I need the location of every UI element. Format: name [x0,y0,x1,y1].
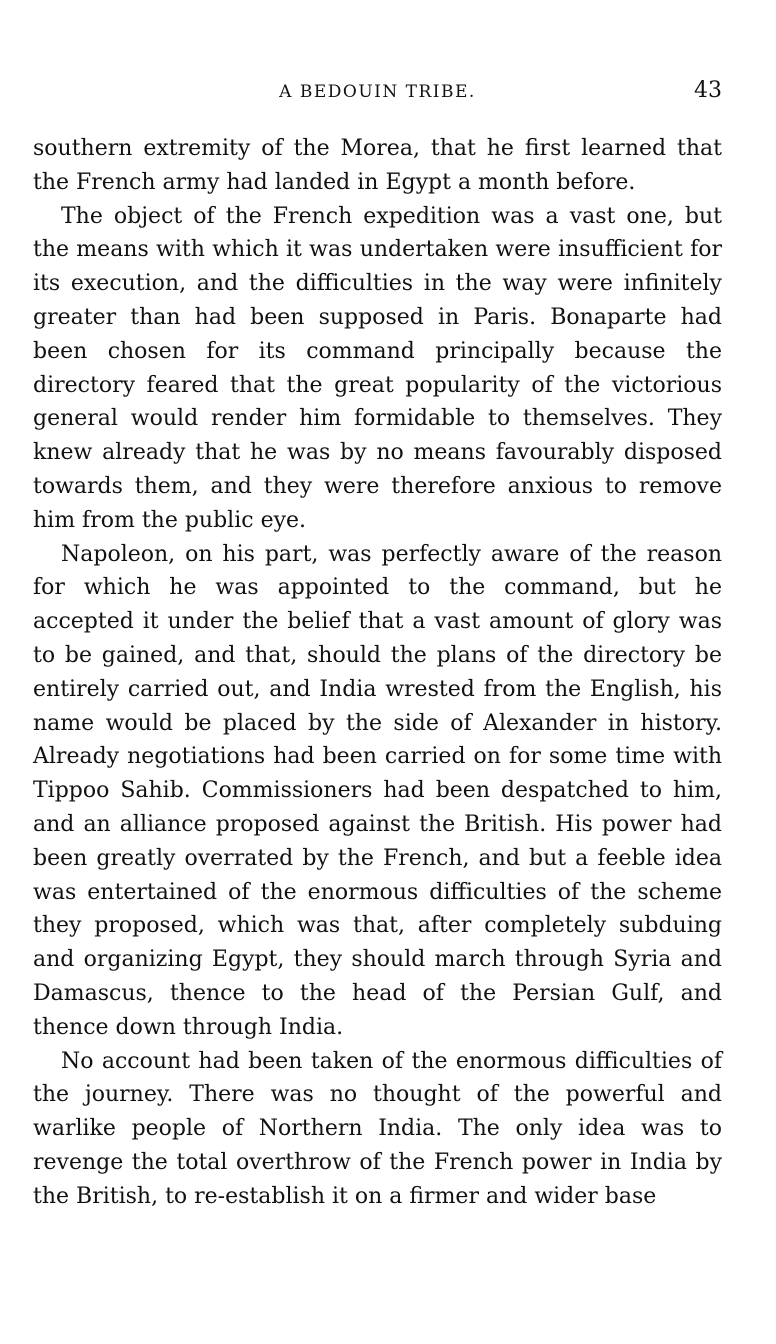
body-text [33,132,722,1214]
page-number: 43 [694,78,722,103]
running-title: A BEDOUIN TRIBE. [279,82,476,102]
paragraph: The object of the French expedition was a vast one, but the means with which it was undertaken were insufficient for its execution, and the difficulties in the way were infinitely greater than had been supposed in Paris. Bonaparte had been chosen for its command principally because the directory feared that the great popularity of the victorious general would render him formidable to themselves. They knew already that he was by no means favourably disposed towards them, and they were therefore anxious to remove him from the public eye. [33,203,722,533]
paragraph: Napoleon, on his part, was perfectly aware of the reason for which he was appointed to the command, but he accepted it under the belief that a vast amount of glory was to be gained, and that, should the plans of the directory be entirely carried out, and India wrested from the English, his name would be placed by the side of Alexander in history. Already negotiations had been carried on for some time with Tippoo Sahib. Commissioners had been despatched to him, and an alliance proposed against the British. His power had been greatly overrated by the French, and but a feeble idea was entertained of the enormous difficulties of the scheme they proposed, which was that, after completely subduing and organizing Egypt, they should march through Syria and Damascus, thence to the head of the Persian Gulf, and thence down through India. [33,541,722,1040]
book-page [33,78,722,1214]
running-head [33,78,722,110]
paragraph: No account had been taken of the enormous difficulties of the journey. There was no thought of the powerful and warlike people of Northern India. The only idea was to revenge the total overthrow of the French power in India by the British, to re-establish it on a firmer and wider base [33,1048,722,1209]
paragraph-continued: southern extremity of the Morea, that he first learned that the French army had landed in Egypt a month before. [33,136,722,195]
